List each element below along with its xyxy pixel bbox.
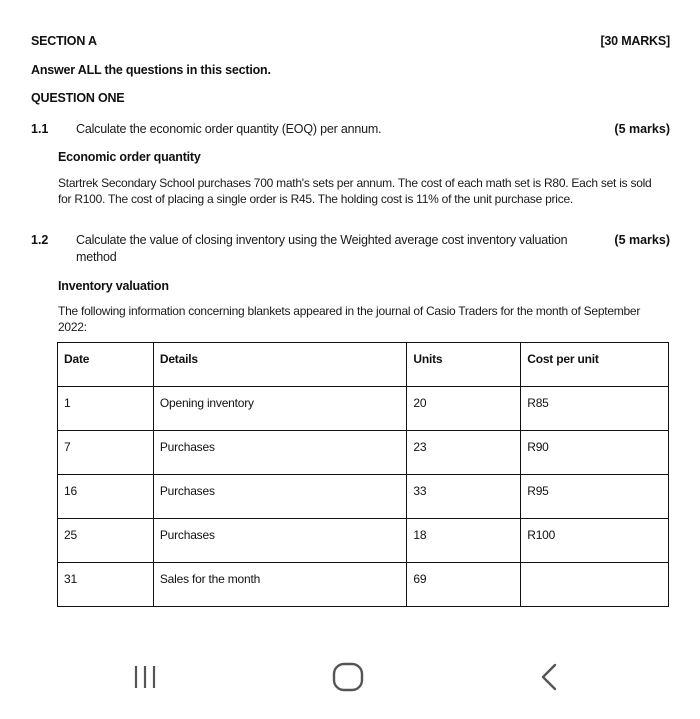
- table-cell-units: 20: [407, 387, 521, 431]
- table-cell-details: Purchases: [153, 475, 407, 519]
- q1-2-text-line2: method: [76, 250, 117, 264]
- section-marks: [30 MARKS]: [600, 34, 670, 48]
- table-cell-date: 16: [58, 475, 154, 519]
- table-cell-units: 23: [407, 431, 521, 475]
- table-row: [58, 387, 669, 431]
- table-cell-details: Sales for the month: [153, 563, 407, 607]
- table-cell-date: 25: [58, 519, 154, 563]
- table-header-cost: Cost per unit: [521, 343, 669, 387]
- table-header-details: Details: [153, 343, 407, 387]
- q1-2-paragraph: The following information concerning blankets appeared in the journal of Casio Traders for the month of September 2022:: [58, 304, 641, 334]
- q1-2-marks: (5 marks): [614, 233, 670, 247]
- table-header-date: Date: [58, 343, 154, 387]
- q1-1-number: 1.1: [31, 122, 49, 136]
- section-title: SECTION A: [31, 34, 97, 48]
- table-cell-units: 69: [407, 563, 521, 607]
- q1-2-number: 1.2: [31, 233, 49, 247]
- table-cell-cost: R100: [521, 519, 669, 563]
- table-cell-date: 7: [58, 431, 154, 475]
- q1-2-text-line1: Calculate the value of closing inventory using the Weighted average cost inventory valuation: [76, 233, 568, 247]
- question-title: QUESTION ONE: [31, 91, 125, 105]
- table-cell-units: 18: [407, 519, 521, 563]
- home-icon[interactable]: [332, 662, 364, 692]
- table-row: [58, 519, 669, 563]
- table-cell-details: Purchases: [153, 519, 407, 563]
- q1-1-text: Calculate the economic order quantity (EOQ) per annum.: [76, 122, 382, 136]
- q1-1-paragraph: Startrek Secondary School purchases 700 math's sets per annum. The cost of each math set is R80. Each set is sold for R100. The cost of placing a single order is R45. The holding cost is 11% of the unit purchase price.: [58, 176, 652, 206]
- q1-2-subheading: Inventory valuation: [58, 279, 169, 293]
- table-cell-cost: R85: [521, 387, 669, 431]
- system-navigation-bar: [0, 648, 700, 708]
- table-row: [58, 563, 669, 607]
- recent-apps-icon[interactable]: [133, 664, 159, 690]
- table-cell-cost: R90: [521, 431, 669, 475]
- inventory-table: [57, 342, 669, 607]
- table-header-row: [58, 343, 669, 387]
- table-cell-date: 31: [58, 563, 154, 607]
- q1-1-subheading: Economic order quantity: [58, 150, 201, 164]
- back-icon[interactable]: [538, 662, 560, 692]
- section-instruction: Answer ALL the questions in this section.: [31, 63, 271, 77]
- table-cell-units: 33: [407, 475, 521, 519]
- table-header-units: Units: [407, 343, 521, 387]
- q1-1-marks: (5 marks): [614, 122, 670, 136]
- table-row: [58, 475, 669, 519]
- table-row: [58, 431, 669, 475]
- table-cell-details: Opening inventory: [153, 387, 407, 431]
- table-cell-cost: [521, 563, 669, 607]
- table-cell-date: 1: [58, 387, 154, 431]
- table-cell-cost: R95: [521, 475, 669, 519]
- table-cell-details: Purchases: [153, 431, 407, 475]
